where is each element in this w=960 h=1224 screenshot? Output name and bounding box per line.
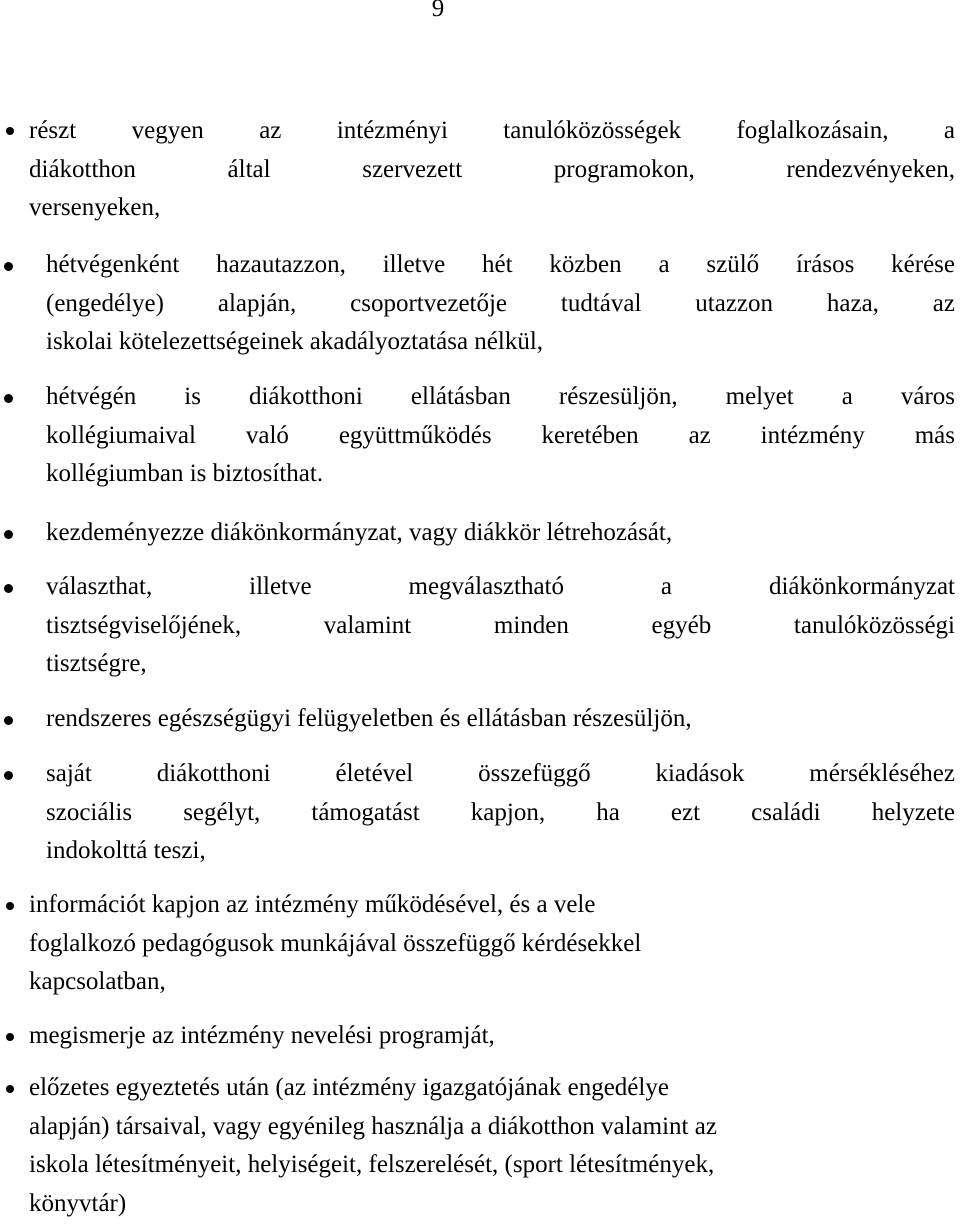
bullet-icon (4, 262, 13, 271)
list-item (46, 700, 955, 739)
list-item (46, 568, 955, 684)
bullet-icon (4, 584, 13, 593)
bullet-icon (4, 394, 13, 403)
bullet-icon (4, 771, 13, 780)
list-item-line: iskolai kötelezettségeinek akadályoztatása nélkül, (46, 328, 544, 356)
list-item-line: előzetes egyeztetés után (az intézmény igazgatójának engedélye (29, 1074, 669, 1101)
list-item-line: könyvtár) (29, 1190, 127, 1218)
list-item-line: iskola létesítményeit, helyiségeit, felszerelését, (sport létesítmények, (29, 1151, 715, 1179)
bullet-icon (4, 530, 13, 539)
list-item (46, 514, 955, 553)
bullet-icon (6, 1085, 14, 1093)
list-item-line: kezdeményezze diákönkormányzat, vagy diákkör létrehozását, (46, 519, 673, 546)
list-item-line: hétvégén is diákotthoni ellátásban részesüljön, melyet a város (46, 383, 955, 410)
list-item-line: kollégiumaival való együttműködés keretében az intézmény más (46, 421, 955, 449)
bullet-icon (6, 1033, 14, 1041)
list-item (29, 1069, 955, 1224)
list-item-line: megismerje az intézmény nevelési programját, (29, 1022, 495, 1049)
list-item (29, 112, 955, 228)
list-item-line: kollégiumban is biztosíthat. (46, 460, 324, 488)
list-item-line: választhat, illetve megválasztható a diákönkormányzat (46, 573, 955, 600)
list-item-line: tisztségviselőjének, valamint minden egyéb tanulóközösségi (46, 611, 955, 639)
list-item (29, 1017, 955, 1056)
list-item-line: (engedélye) alapján, csoportvezetője tudtával utazzon haza, az (46, 289, 955, 317)
bullet-icon (4, 716, 13, 725)
list-item-line: szociális segélyt, támogatást kapjon, ha ezt családi helyzete (46, 798, 955, 826)
list-item-line: diákotthon által szervezett programokon, rendezvényeken, (29, 155, 955, 183)
bullet-icon (6, 127, 14, 135)
bullet-icon (6, 902, 14, 910)
list-item (29, 886, 955, 1002)
list-item-line: versenyeken, (29, 194, 161, 222)
list-item-line: rendszeres egészségügyi felügyeletben és ellátásban részesüljön, (46, 705, 692, 732)
page-number: 9 (431, 0, 445, 22)
list-item-line: információt kapjon az intézmény működésével, és a vele (29, 891, 596, 918)
list-item-line: foglalkozó pedagógusok munkájával összefüggő kérdésekkel (29, 929, 642, 957)
list-item-line: saját diákotthoni életével összefüggő kiadások mérsékléséhez (46, 760, 955, 787)
list-item (46, 246, 955, 362)
list-item-line: indokolttá teszi, (46, 837, 206, 865)
list-item-line: kapcsolatban, (29, 968, 166, 996)
list-item-line: részt vegyen az intézményi tanulóközösségek foglalkozásain, a (29, 117, 955, 144)
list-item-line: hétvégenként hazautazzon, illetve hét közben a szülő írásos kérése (46, 251, 955, 278)
list-item (46, 378, 955, 494)
list-item-line: tisztségre, (46, 650, 147, 678)
list-item (46, 755, 955, 871)
list-item-line: alapján) társaival, vagy egyénileg használja a diákotthon valamint az (29, 1112, 717, 1140)
